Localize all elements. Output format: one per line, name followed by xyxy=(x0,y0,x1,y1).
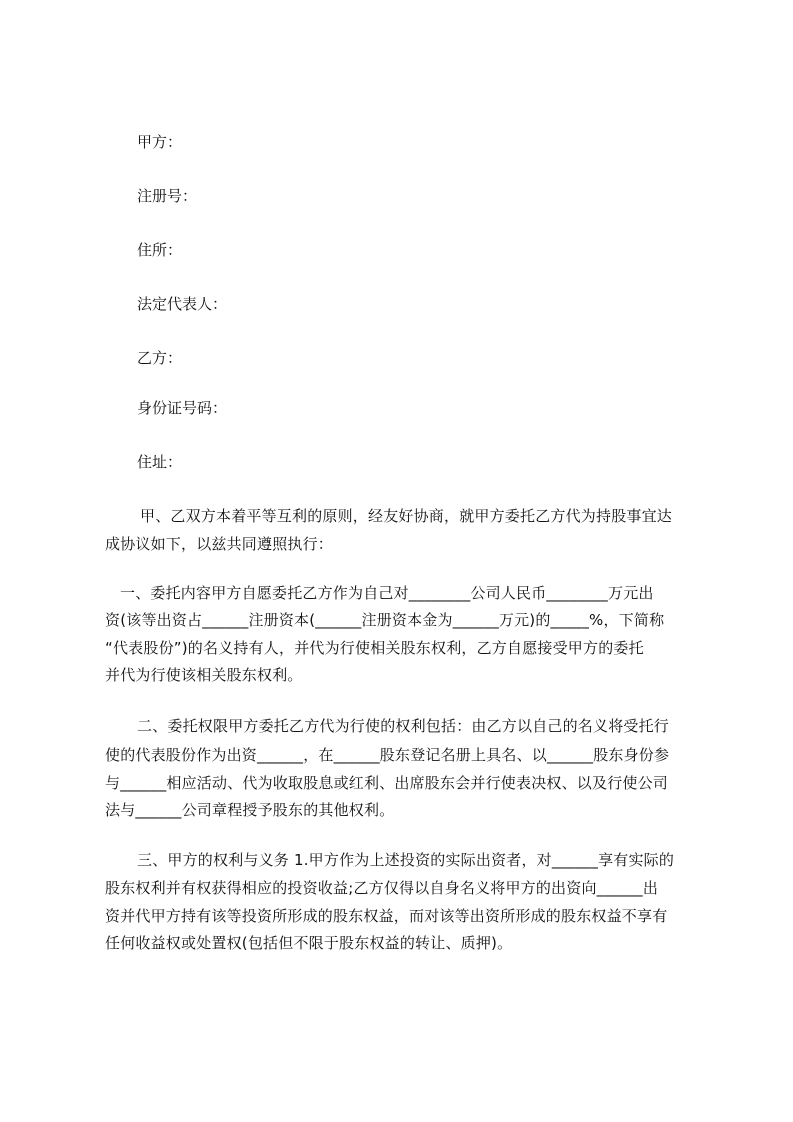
clause-2-line: 与______相应活动、代为收取股息或红利、出席股东会并行使表决权、以及行使公司 xyxy=(105,774,669,792)
clause-1-line: 资(该等出资占______注册资本(______注册资本金为______万元)的_____%，下简称 xyxy=(105,611,665,629)
clause-2-line: 法与______公司章程授予股东的其他权利。 xyxy=(105,801,395,819)
clause-3-line: 股东权利并有权获得相应的投资收益;乙方仅得以自身名义将甲方的出资向______出 xyxy=(105,879,659,897)
party-b-label: 乙方： xyxy=(137,349,183,367)
clause-2-line: 二、委托权限甲方委托乙方代为行使的权利包括：由乙方以自己的名义将受托行 xyxy=(137,717,670,735)
clause-3-line: 三、甲方的权利与义务 1.甲方作为上述投资的实际出资者，对______享有实际的 xyxy=(137,851,675,869)
party-a-label: 甲方： xyxy=(137,133,183,151)
intro-line: 成协议如下，以兹共同遵照执行： xyxy=(105,535,334,553)
clause-2-line: 使的代表股份作为出资______，在______股东登记名册上具名、以______股东身份参 xyxy=(105,746,670,764)
clause-3-line: 任何收益权或处置权(包括但不限于股东权益的转让、质押)。 xyxy=(105,934,513,952)
clause-3-line: 资并代甲方持有该等投资所形成的股东权益，而对该等出资所形成的股东权益不享有 xyxy=(105,907,668,925)
legal-rep-label: 法定代表人： xyxy=(137,295,228,313)
registration-no-label: 注册号： xyxy=(137,187,198,205)
intro-line: 甲、乙双方本着平等互利的原则，经友好协商，就甲方委托乙方代为持股事宜达 xyxy=(140,507,673,525)
address-a-label: 住所： xyxy=(137,241,183,259)
id-no-label: 身份证号码： xyxy=(137,399,228,417)
clause-1-line: 一、委托内容甲方自愿委托乙方作为自己对________公司人民币________万元出 xyxy=(120,584,654,602)
clause-1-line: 并代为行使该相关股东权利。 xyxy=(105,666,303,684)
clause-1-line: “代表股份”)的名义持有人，并代为行使相关股东权利，乙方自愿接受甲方的委托 xyxy=(105,639,644,657)
address-b-label: 住址： xyxy=(137,453,183,471)
